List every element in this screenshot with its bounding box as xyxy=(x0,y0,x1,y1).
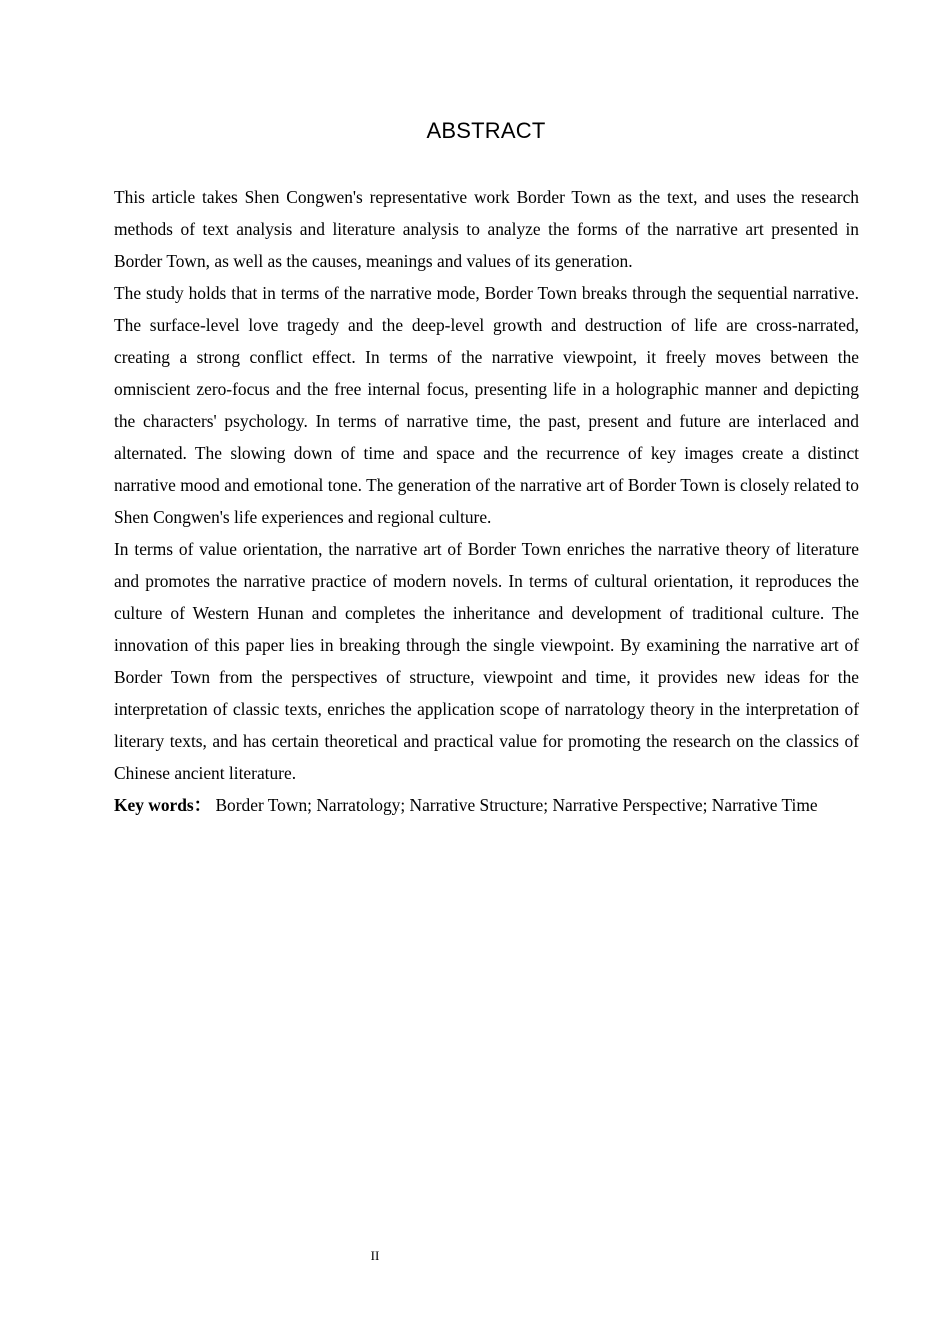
keywords-label: Key words： xyxy=(114,795,212,815)
page-number: II xyxy=(370,1248,380,1263)
abstract-paragraph-3: In terms of value orientation, the narrative art of Border Town enriches the narrative theory of literature and promotes the narrative practice of modern novels. In terms of cultural orientation, it reproduces the culture of Western Hunan and completes the inheritance and development of traditional culture. The innovation of this paper lies in breaking through the single viewpoint. By examining the narrative art of Border Town from the perspectives of structure, viewpoint and time, it provides new ideas for the interpretation of classic texts, enriches the application scope of narratology theory in the interpretation of literary texts, and has certain theoretical and practical value for promoting the research on the classics of Chinese ancient literature. xyxy=(114,539,859,783)
abstract-body xyxy=(114,181,859,821)
abstract-paragraph-2: The study holds that in terms of the narrative mode, Border Town breaks through the sequential narrative. The surface-level love tragedy and the deep-level growth and destruction of life are cross-narrated, creating a strong conflict effect. In terms of the narrative viewpoint, it freely moves between the omniscient zero-focus and the free internal focus, presenting life in a holographic manner and depicting the characters' psychology. In terms of narrative time, the past, present and future are interlaced and alternated. The slowing down of time and space and the recurrence of key images create a distinct narrative mood and emotional tone. The generation of the narrative art of Border Town is closely related to Shen Congwen's life experiences and regional culture. xyxy=(114,283,859,527)
abstract-paragraph-1: This article takes Shen Congwen's representative work Border Town as the text, and uses the research methods of text analysis and literature analysis to analyze the forms of the narrative art presented in Border Town, as well as the causes, meanings and values of its generation. xyxy=(114,187,859,271)
keywords-line xyxy=(114,789,859,821)
abstract-title: ABSTRACT xyxy=(426,118,546,143)
keywords-value: Border Town; Narratology; Narrative Structure; Narrative Perspective; Narrative Time xyxy=(215,795,818,815)
